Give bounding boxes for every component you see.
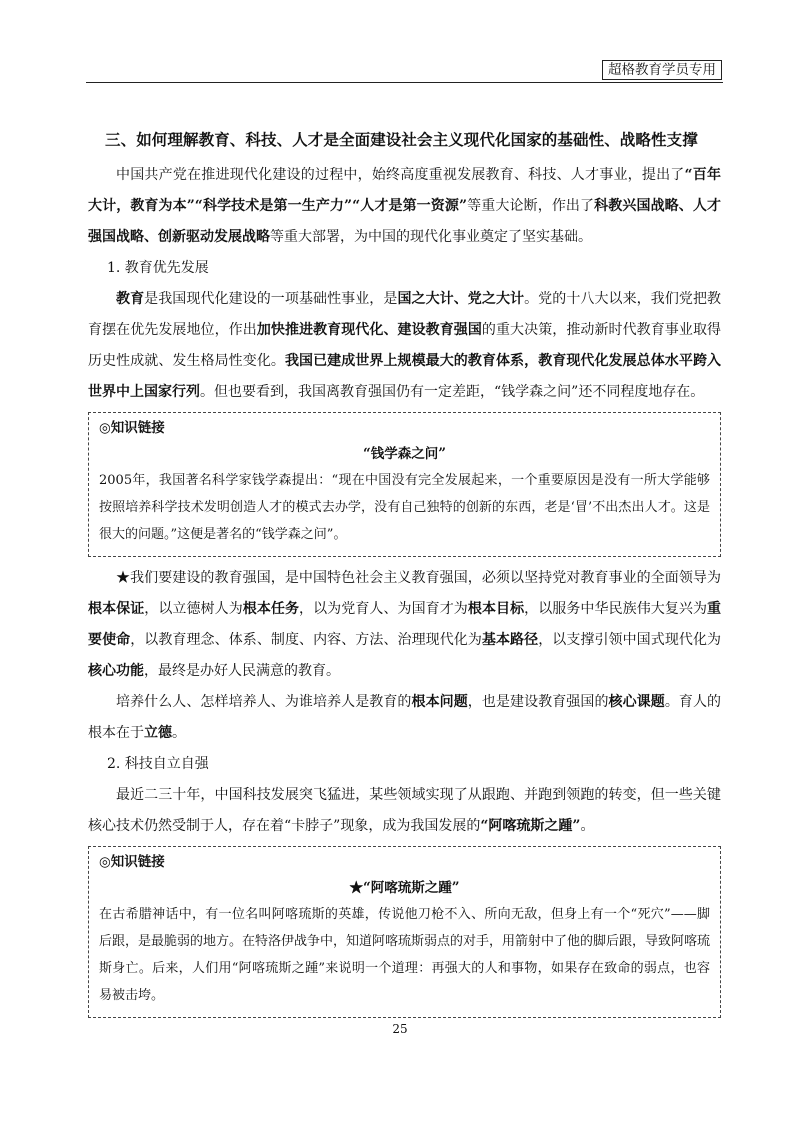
education-power-paragraph: ★我们要建设的教育强国，是中国特色社会主义教育强国，必须以坚持党对教育事业的全面领导为根本保证，以立德树人为根本任务，以为党育人、为国育才为根本目标，以服务中华民族伟大复兴为重要使命，以教育理念、体系、制度、内容、方法、治理现代化为基本路径，以支撑引领中国式现代化为核心功能，最终是办好人民满意的教育。 bbox=[88, 570, 722, 679]
knowledge-box-label: ◎知识链接 bbox=[99, 854, 165, 870]
technology-paragraph: 最近二三十年，中国科技发展突飞猛进，某些领域实现了从跟跑、并跑到领跑的转变，但一些关键核心技术仍然受制于人，存在着“卡脖子”现象，成为我国发展的“阿喀琉斯之踵”。 bbox=[88, 787, 721, 834]
knowledge-box-title: “钱学森之问” bbox=[362, 446, 447, 462]
cultivation-paragraph: 培养什么人、怎样培养人、为谁培养人是教育的根本问题，也是建设教育强国的核心课题。育人的根本在于立德。 bbox=[88, 694, 722, 741]
section-title: 三、如何理解教育、科技、人才是全面建设社会主义现代化国家的基础性、战略性支撑 bbox=[105, 130, 698, 149]
content-area bbox=[88, 128, 721, 1024]
page-number: 25 bbox=[392, 1022, 408, 1036]
intro-paragraph: 中国共产党在推进现代化建设的过程中，始终高度重视发展教育、科技、人才事业，提出了“百年大计，教育为本”“科学技术是第一生产力”“人才是第一资源”等重大论断，作出了科教兴国战略、人才强国战略、创新驱动发展战略等重大部署，为中国的现代化事业奠定了坚实基础。 bbox=[88, 167, 722, 245]
education-paragraph: 教育是我国现代化建设的一项基础性事业，是国之大计、党之大计。党的十八大以来，我们党把教育摆在优先发展地位，作出加快推进教育现代化、建设教育强国的重大决策，推动新时代教育事业取得历史性成就、发生格局性变化。我国已建成世界上规模最大的教育体系，教育现代化发展总体水平跨入世界中上国家行列。但也要看到，我国离教育强国仍有一定差距，“钱学森之问”还不同程度地存在。 bbox=[88, 291, 722, 400]
knowledge-box-title: ★“阿喀琉斯之踵” bbox=[349, 880, 460, 896]
knowledge-box-achilles bbox=[88, 846, 721, 1018]
knowledge-box-body: 2005年，我国著名科学家钱学森提出：“现在中国没有完全发展起来，一个重要原因是没有一所大学能够按照培养科学技术发明创造人才的模式去办学，没有自己独特的创新的东西，老是‘冒’不出杰出人才。这是很大的问题。”这便是著名的“钱学森之问”。 bbox=[99, 473, 710, 542]
header-tag: 超格教育学员专用 bbox=[602, 60, 722, 80]
knowledge-box-body: 在古希腊神话中，有一位名叫阿喀琉斯的英雄，传说他刀枪不入、所向无敌，但身上有一个“死穴”——脚后跟，是最脆弱的地方。在特洛伊战争中，知道阿喀琉斯弱点的对手，用箭射中了他的脚后跟，导致阿喀琉斯身亡。后来，人们用“阿喀琉斯之踵”来说明一个道理：再强大的人和事物，如果存在致命的弱点，也容易被击垮。 bbox=[99, 907, 711, 1003]
knowledge-box-label: ◎知识链接 bbox=[99, 420, 165, 436]
subheading-education: 1. 教育优先发展 bbox=[107, 260, 209, 276]
subheading-technology: 2. 科技自立自强 bbox=[107, 756, 209, 772]
header-rule bbox=[86, 82, 723, 83]
knowledge-box-qian-xuesen bbox=[88, 412, 721, 557]
